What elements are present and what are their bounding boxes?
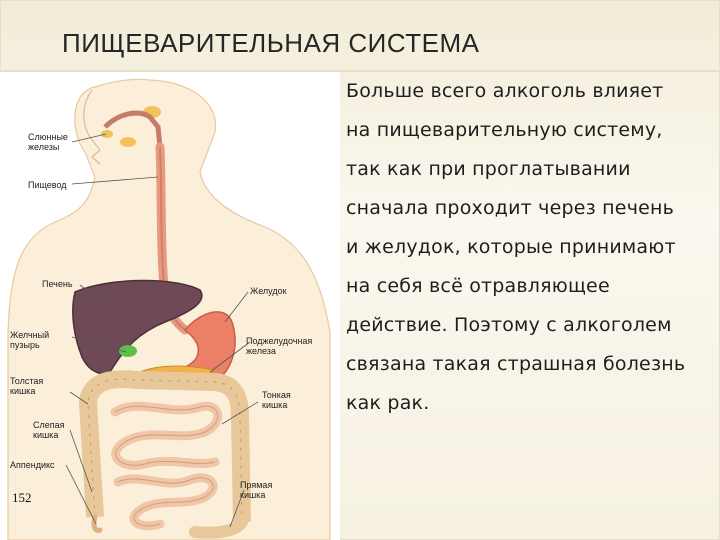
body-text-line: действие. Поэтому с алкоголем — [346, 314, 672, 336]
body-text-line: на себя всё отравляющее — [346, 275, 610, 297]
label-cecum: Слепая кишка — [33, 420, 65, 440]
slide-title: ПИЩЕВАРИТЕЛЬНАЯ СИСТЕМА — [62, 28, 480, 58]
label-pancreas: Поджелудочная железа — [246, 336, 313, 356]
body-text-line: связана такая страшная болезнь — [346, 353, 686, 375]
figure-page-number: 152 — [12, 490, 32, 505]
label-large-intestine: Толстая кишка — [10, 376, 44, 396]
salivary-gland-lower — [120, 137, 136, 147]
label-small-intestine: Тонкая кишка — [262, 390, 291, 410]
body-text-line: сначала проходит через печень — [346, 197, 675, 219]
label-liver: Печень — [42, 279, 73, 289]
body-text-panel — [340, 74, 718, 534]
salivary-gland-jaw — [101, 130, 113, 138]
label-salivary-glands: Слюнные железы — [28, 132, 68, 152]
label-appendix: Аппендикс — [10, 460, 55, 470]
body-text-line: Больше всего алкоголь влияет — [346, 80, 664, 102]
label-gallbladder: Желчный пузырь — [10, 330, 50, 350]
label-rectum: Прямая кишка — [240, 480, 273, 500]
body-text-line: так как при проглатывании — [346, 158, 631, 180]
body-text-line: и желудок, которые принимают — [346, 236, 676, 258]
digestive-system-figure — [0, 72, 340, 540]
body-text-line: как рак. — [346, 392, 430, 414]
label-stomach: Желудок — [250, 286, 287, 296]
label-esophagus: Пищевод — [28, 180, 67, 190]
body-text-line: на пищеварительную систему, — [346, 119, 663, 141]
